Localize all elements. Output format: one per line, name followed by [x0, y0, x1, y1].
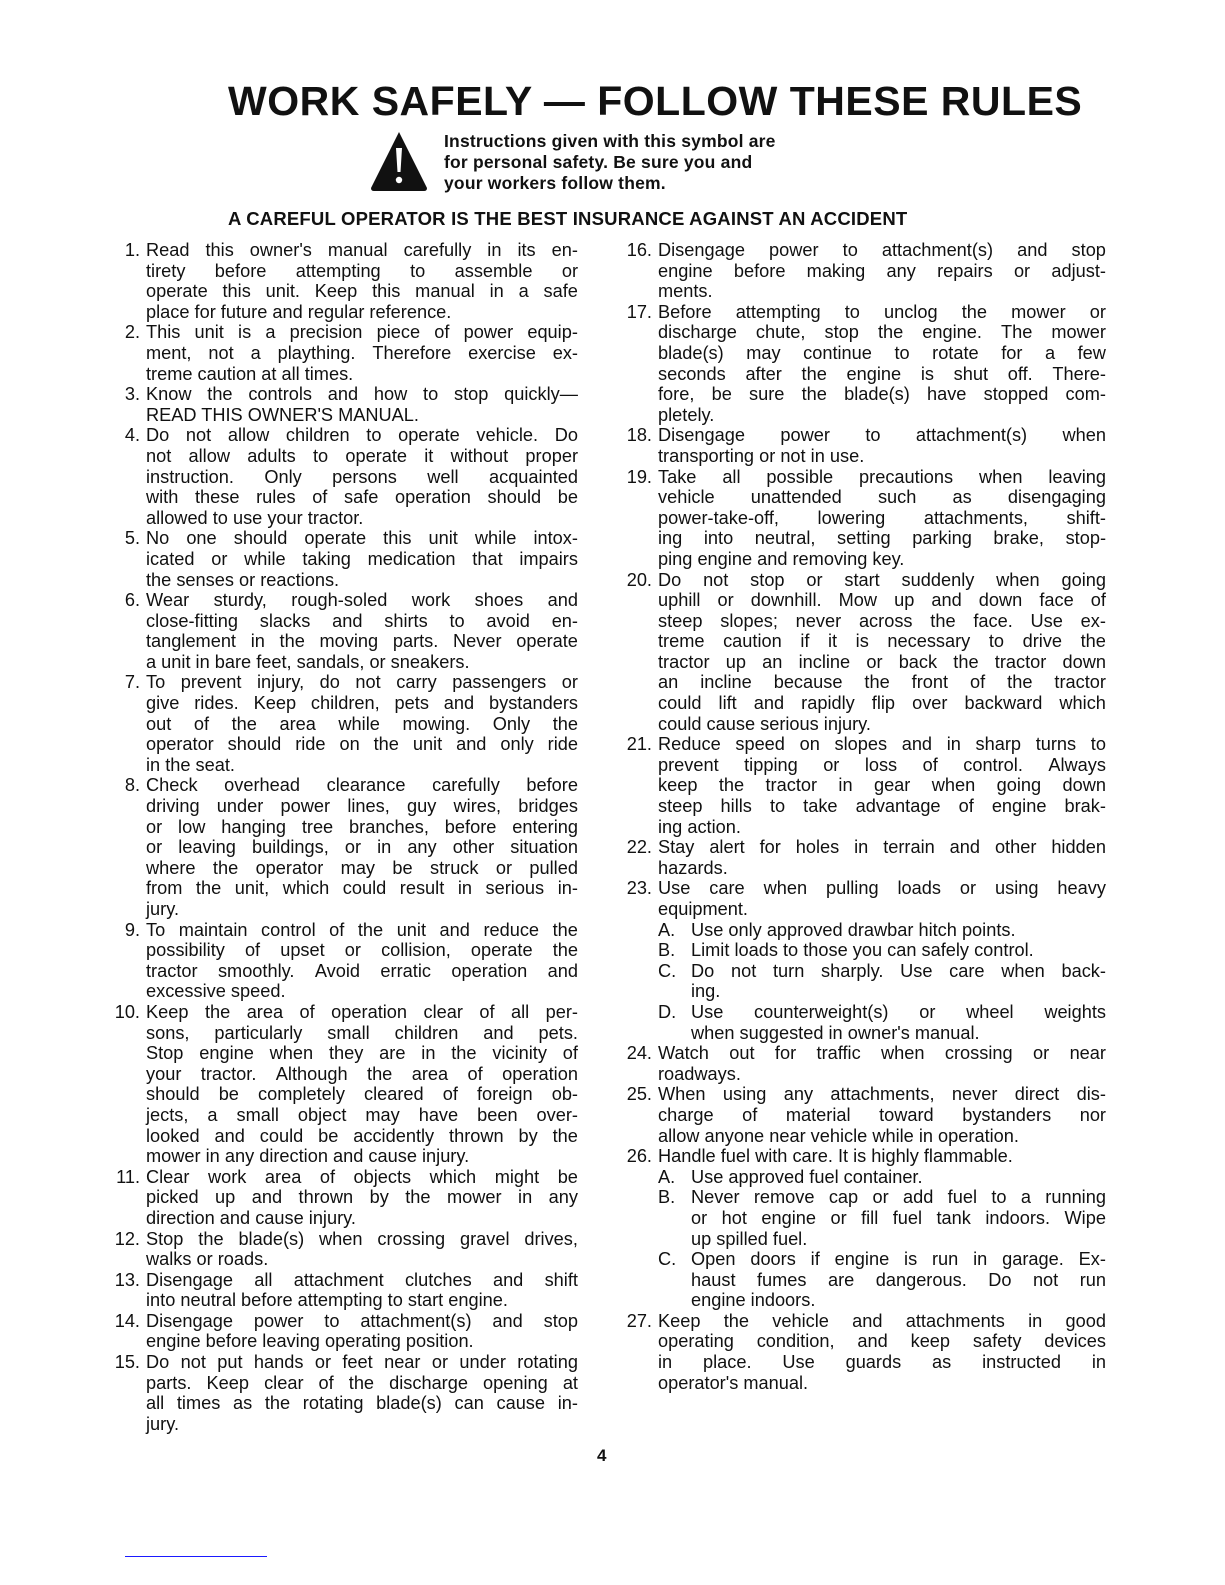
note-line: Instructions given with this symbol are: [444, 131, 776, 151]
rule-text-line: ments.: [658, 281, 713, 302]
rule-text-line: Take all possible precautions when leaving: [658, 466, 1106, 487]
rule-body: [146, 425, 578, 528]
rule-subitem: [658, 1002, 1106, 1043]
rule-number: 23.: [626, 878, 652, 899]
rule-text-line: Check overhead clearance carefully before: [146, 775, 578, 796]
subitem-letter: A.: [658, 919, 676, 940]
rule-text-line: equipment.: [658, 899, 748, 919]
rule-number: 15.: [114, 1352, 140, 1373]
rule-text-line: icated or while taking medication that impairs: [146, 548, 578, 569]
rule-text-line: Stay alert for holes in terrain and other hidden: [658, 837, 1106, 858]
rule-number: 10.: [114, 1001, 140, 1022]
rule-text-line: jury.: [146, 1413, 180, 1434]
safety-rule: [108, 528, 578, 590]
rule-text-line: Use care when pulling loads or using heavy: [658, 878, 1106, 899]
rule-body: [146, 322, 578, 384]
safety-rule: [620, 878, 1106, 1043]
safety-rule: [620, 425, 1106, 466]
rule-text-line: Read this owner's manual carefully in its en-: [146, 240, 578, 260]
rule-text-line: in place. Use guards as instructed in: [658, 1352, 1106, 1373]
rule-number: 20.: [626, 569, 652, 590]
safety-rule: [620, 1084, 1106, 1146]
rule-text-line: tirety before attempting to assemble or: [146, 260, 578, 281]
rule-body: [146, 528, 578, 590]
rule-text-line: tractor smoothly. Avoid erratic operation and: [146, 960, 578, 981]
rule-text-line: out of the area while mowing. Only the: [146, 713, 578, 734]
rule-subitem: [658, 920, 1106, 941]
rule-body: [658, 425, 1106, 466]
rule-subitem: [658, 1187, 1106, 1249]
rule-text-line: when suggested in owner's manual.: [691, 1022, 980, 1043]
rule-text-line: Open doors if engine is run in garage. Ex-: [691, 1249, 1106, 1270]
rule-text-line: a unit in bare feet, sandals, or sneakers.: [146, 651, 470, 672]
rule-text-line: direction and cause injury.: [146, 1207, 356, 1228]
rule-body: [146, 1311, 578, 1352]
subitem-letter: A.: [658, 1166, 676, 1187]
rule-body: [146, 775, 578, 919]
subitem-letter: C.: [658, 960, 677, 981]
safety-rule: [108, 1352, 578, 1434]
rule-text-line: or leaving buildings, or in any other situation: [146, 837, 578, 858]
rule-text-line: ping engine and removing key.: [658, 548, 905, 569]
rule-text-line: picked up and thrown by the mower in any: [146, 1187, 578, 1208]
rule-text-line: operator should ride on the unit and only ride: [146, 734, 578, 755]
safety-rule: [620, 467, 1106, 570]
rule-text-line: close-fitting slacks and shirts to avoid en-: [146, 610, 578, 631]
rule-text-line: pletely.: [658, 404, 715, 425]
rule-number: 12.: [114, 1228, 140, 1249]
rule-text-line: When using any attachments, never direct dis-: [658, 1084, 1106, 1105]
rule-text-line: not allow adults to operate it without proper: [146, 445, 578, 466]
rule-text-line: No one should operate this unit while intox-: [146, 528, 578, 549]
rule-text-line: prevent tipping or loss of control. Always: [658, 754, 1106, 775]
rule-text-line: where the operator may be struck or pulled: [146, 857, 578, 878]
safety-rule: [108, 672, 578, 775]
rule-text-line: parts. Keep clear of the discharge opening at: [146, 1372, 578, 1393]
rule-number: 16.: [626, 240, 652, 260]
rule-text-line: or hot engine or fill fuel tank indoors. Wipe: [691, 1207, 1106, 1228]
rule-text-line: Use counterweight(s) or wheel weights: [691, 1001, 1106, 1022]
rule-text-line: allowed to use your tractor.: [146, 507, 364, 528]
rule-text-line: discharge chute, stop the engine. The mower: [658, 322, 1106, 343]
safety-rule: [108, 1270, 578, 1311]
rule-text-line: ing action.: [658, 816, 741, 837]
safety-rule: [108, 775, 578, 919]
rule-body: [658, 1311, 1106, 1393]
rule-subitem: [658, 1249, 1106, 1311]
rule-number: 22.: [626, 837, 652, 858]
rule-text-line: possibility of upset or collision, operate the: [146, 940, 578, 961]
rule-number: 17.: [626, 301, 652, 322]
rule-number: 8.: [124, 775, 140, 796]
rule-text-line: transporting or not in use.: [658, 445, 865, 466]
safety-rule: [108, 240, 578, 322]
rule-text-line: roadways.: [658, 1063, 741, 1084]
safety-rule: [620, 240, 1106, 302]
safety-symbol-note: [444, 131, 776, 194]
rule-body: [146, 1270, 578, 1311]
link-underline: [125, 1556, 267, 1557]
subitem-letter: B.: [658, 940, 676, 961]
rule-text-line: into neutral before attempting to start engine.: [146, 1290, 508, 1311]
rule-text-line: should be completely cleared of foreign ob-: [146, 1084, 578, 1105]
rule-text-line: Disengage power to attachment(s) and stop: [146, 1310, 578, 1331]
subitem-body: [691, 1167, 1106, 1188]
safety-rule: [108, 920, 578, 1002]
rule-number: 11.: [116, 1166, 140, 1187]
rule-number: 3.: [124, 384, 140, 405]
rule-text-line: Limit loads to those you can safely control.: [691, 940, 1034, 961]
rule-number: 6.: [124, 590, 140, 611]
rule-body: [146, 920, 578, 1002]
rule-body: [658, 570, 1106, 735]
rule-number: 4.: [124, 425, 140, 446]
rule-body: [146, 1229, 578, 1270]
subitem-body: [691, 1002, 1106, 1043]
safety-rule: [108, 322, 578, 384]
rule-text-line: looked and could be accidently thrown by the: [146, 1125, 578, 1146]
rule-body: [658, 1084, 1106, 1146]
rule-body: [658, 878, 1106, 1043]
rule-text-line: keep the tractor in gear when going down: [658, 775, 1106, 796]
rule-text-line: engine before leaving operating position.: [146, 1331, 474, 1352]
rule-text-line: haust fumes are dangerous. Do not run: [691, 1269, 1106, 1290]
rule-text-line: Keep the vehicle and attachments in good: [658, 1310, 1106, 1331]
rule-body: [658, 240, 1106, 302]
rule-text-line: sons, particularly small children and pets.: [146, 1022, 578, 1043]
rule-text-line: To maintain control of the unit and reduce the: [146, 919, 578, 940]
rule-text-line: Reduce speed on slopes and in sharp turns to: [658, 734, 1106, 755]
safety-rule: [108, 1002, 578, 1167]
rule-number: 24.: [626, 1043, 652, 1064]
rule-text-line: Keep the area of operation clear of all per-: [146, 1001, 578, 1022]
rule-text-line: Do not put hands or feet near or under rotating: [146, 1352, 578, 1373]
rule-text-line: tanglement in the moving parts. Never operate: [146, 631, 578, 652]
rule-number: 27.: [626, 1310, 652, 1331]
subitem-body: [691, 940, 1106, 961]
subitem-body: [691, 961, 1106, 1002]
rule-text-line: Disengage power to attachment(s) and stop: [658, 240, 1106, 260]
rule-text-line: place for future and regular reference.: [146, 301, 452, 322]
rule-text-line: Clear work area of objects which might be: [146, 1166, 578, 1187]
safety-rule: [620, 1043, 1106, 1084]
rule-text-line: uphill or downhill. Mow up and down face of: [658, 590, 1106, 611]
subitem-letter: C.: [658, 1249, 677, 1270]
rule-text-line: Stop the blade(s) when crossing gravel drives,: [146, 1228, 578, 1249]
rule-text-line: Never remove cap or add fuel to a running: [691, 1187, 1106, 1208]
rules-column-left: [108, 240, 578, 1434]
note-line: for personal safety. Be sure you and: [444, 152, 753, 172]
rule-body: [658, 1043, 1106, 1084]
rule-body: [658, 734, 1106, 837]
safety-rule: [108, 384, 578, 425]
rule-body: [146, 1167, 578, 1229]
rule-text-line: the senses or reactions.: [146, 569, 340, 590]
warning-triangle-icon: [369, 130, 429, 192]
page-number: 4: [597, 1446, 607, 1465]
safety-rule: [108, 1229, 578, 1270]
rule-text-line: tractor up an incline or back the tractor down: [658, 651, 1106, 672]
rule-subitem: [658, 961, 1106, 1002]
rule-text-line: Disengage power to attachment(s) when: [658, 425, 1106, 446]
rule-body: [658, 1146, 1106, 1311]
subitem-body: [691, 1249, 1106, 1311]
rule-text-line: Handle fuel with care. It is highly flammable.: [658, 1146, 1013, 1167]
rule-text-line: instruction. Only persons well acquainted: [146, 466, 578, 487]
rule-body: [146, 590, 578, 672]
rule-number: 19.: [626, 466, 652, 487]
rule-text-line: Do not turn sharply. Use care when back-: [691, 960, 1106, 981]
rule-text-line: with these rules of safe operation should be: [146, 487, 578, 508]
subitem-letter: B.: [658, 1187, 676, 1208]
subitem-body: [691, 1187, 1106, 1249]
rules-column-right: [620, 240, 1106, 1393]
rule-body: [146, 384, 578, 425]
rule-text-line: all times as the rotating blade(s) can cause in-: [146, 1393, 578, 1414]
rule-number: 9.: [124, 919, 140, 940]
rule-text-line: engine indoors.: [691, 1290, 816, 1311]
safety-rule: [108, 425, 578, 528]
rule-number: 5.: [124, 528, 140, 549]
rule-text-line: steep slopes; never across the face. Use ex-: [658, 610, 1106, 631]
rule-text-line: or low hanging tree branches, before entering: [146, 816, 578, 837]
rule-text-line: treme caution if it is necessary to drive the: [658, 631, 1106, 652]
rule-text-line: Before attempting to unclog the mower or: [658, 301, 1106, 322]
rule-text-line: Stop engine when they are in the vicinity of: [146, 1043, 578, 1064]
rule-text-line: Watch out for traffic when crossing or near: [658, 1043, 1106, 1064]
rule-text-line: power-take-off, lowering attachments, shift-: [658, 507, 1106, 528]
rule-text-line: from the unit, which could result in serious in-: [146, 878, 578, 899]
rule-text-line: ment, not a plaything. Therefore exercise ex-: [146, 342, 578, 363]
rule-body: [146, 1352, 578, 1434]
rule-text-line: steep hills to take advantage of engine brak-: [658, 796, 1106, 817]
rule-text-line: Use approved fuel container.: [691, 1166, 923, 1187]
rule-text-line: jects, a small object may have been over-: [146, 1104, 578, 1125]
rule-text-line: Wear sturdy, rough-soled work shoes and: [146, 590, 578, 611]
rule-number: 18.: [626, 425, 652, 446]
safety-rule: [620, 1146, 1106, 1311]
rule-number: 14.: [114, 1310, 140, 1331]
rule-text-line: allow anyone near vehicle while in operation.: [658, 1125, 1019, 1146]
rule-text-line: This unit is a precision piece of power equip-: [146, 322, 578, 343]
rule-text-line: charge of material toward bystanders nor: [658, 1104, 1106, 1125]
rule-text-line: To prevent injury, do not carry passengers or: [146, 672, 578, 693]
safety-rule: [620, 302, 1106, 426]
rule-text-line: ing.: [691, 981, 721, 1002]
rule-text-line: Do not allow children to operate vehicle. Do: [146, 425, 578, 446]
rule-text-line: up spilled fuel.: [691, 1228, 808, 1249]
rule-text-line: an incline because the front of the tractor: [658, 672, 1106, 693]
rule-text-line: Disengage all attachment clutches and shift: [146, 1269, 578, 1290]
rule-text-line: hazards.: [658, 857, 728, 878]
rule-text-line: walks or roads.: [146, 1249, 269, 1270]
note-line: your workers follow them.: [444, 173, 666, 193]
rule-text-line: mower in any direction and cause injury.: [146, 1146, 470, 1167]
rule-text-line: excessive speed.: [146, 981, 286, 1002]
rule-number: 1.: [124, 240, 140, 260]
rule-body: [658, 467, 1106, 570]
safety-rule: [108, 590, 578, 672]
rule-body: [658, 837, 1106, 878]
safety-rule: [620, 1311, 1106, 1393]
subitem-body: [691, 920, 1106, 941]
rule-body: [146, 1002, 578, 1167]
rule-text-line: treme caution at all times.: [146, 363, 354, 384]
rule-text-line: in the seat.: [146, 754, 235, 775]
rule-body: [146, 240, 578, 322]
rule-text-line: seconds after the engine is shut off. There-: [658, 363, 1106, 384]
safety-rule: [108, 1167, 578, 1229]
rule-subitem: [658, 1167, 1106, 1188]
rule-text-line: driving under power lines, guy wires, bridges: [146, 796, 578, 817]
rule-text-line: blade(s) may continue to rotate for a few: [658, 342, 1106, 363]
rule-body: [146, 672, 578, 775]
rule-text-line: your tractor. Although the area of operation: [146, 1063, 578, 1084]
rule-body: [658, 302, 1106, 426]
rule-number: 25.: [626, 1084, 652, 1105]
rule-text-line: fore, be sure the blade(s) have stopped com-: [658, 384, 1106, 405]
rule-number: 21.: [626, 734, 652, 755]
safety-rule: [620, 570, 1106, 735]
safety-rule: [620, 734, 1106, 837]
rule-text-line: give rides. Keep children, pets and bystanders: [146, 693, 578, 714]
rule-number: 2.: [124, 322, 140, 343]
rule-number: 26.: [626, 1146, 652, 1167]
rule-text-line: operating condition, and keep safety devices: [658, 1331, 1106, 1352]
rule-number: 7.: [124, 672, 140, 693]
rule-text-line: Do not stop or start suddenly when going: [658, 569, 1106, 590]
rule-text-line: Use only approved drawbar hitch points.: [691, 919, 1016, 940]
rule-text-line: engine before making any repairs or adjust-: [658, 260, 1106, 281]
rule-text-line: could cause serious injury.: [658, 713, 871, 734]
rule-text-line: operate this unit. Keep this manual in a safe: [146, 281, 578, 302]
rule-number: 13.: [114, 1269, 140, 1290]
subheading: A CAREFUL OPERATOR IS THE BEST INSURANCE AGAINST AN ACCIDENT: [228, 208, 908, 229]
rule-text-line: ing into neutral, setting parking brake, stop-: [658, 528, 1106, 549]
rule-text-line: Know the controls and how to stop quickly—: [146, 384, 578, 405]
rule-text-line: vehicle unattended such as disengaging: [658, 487, 1106, 508]
rule-text-line: jury.: [146, 899, 180, 919]
page-title: WORK SAFELY — FOLLOW THESE RULES: [228, 78, 1083, 124]
rule-text-line: READ THIS OWNER'S MANUAL.: [146, 404, 419, 425]
rule-subitem: [658, 940, 1106, 961]
subitem-letter: D.: [658, 1001, 677, 1022]
rule-text-line: operator's manual.: [658, 1372, 809, 1393]
safety-rule: [620, 837, 1106, 878]
safety-rule: [108, 1311, 578, 1352]
rule-text-line: could lift and rapidly flip over backward which: [658, 693, 1106, 714]
